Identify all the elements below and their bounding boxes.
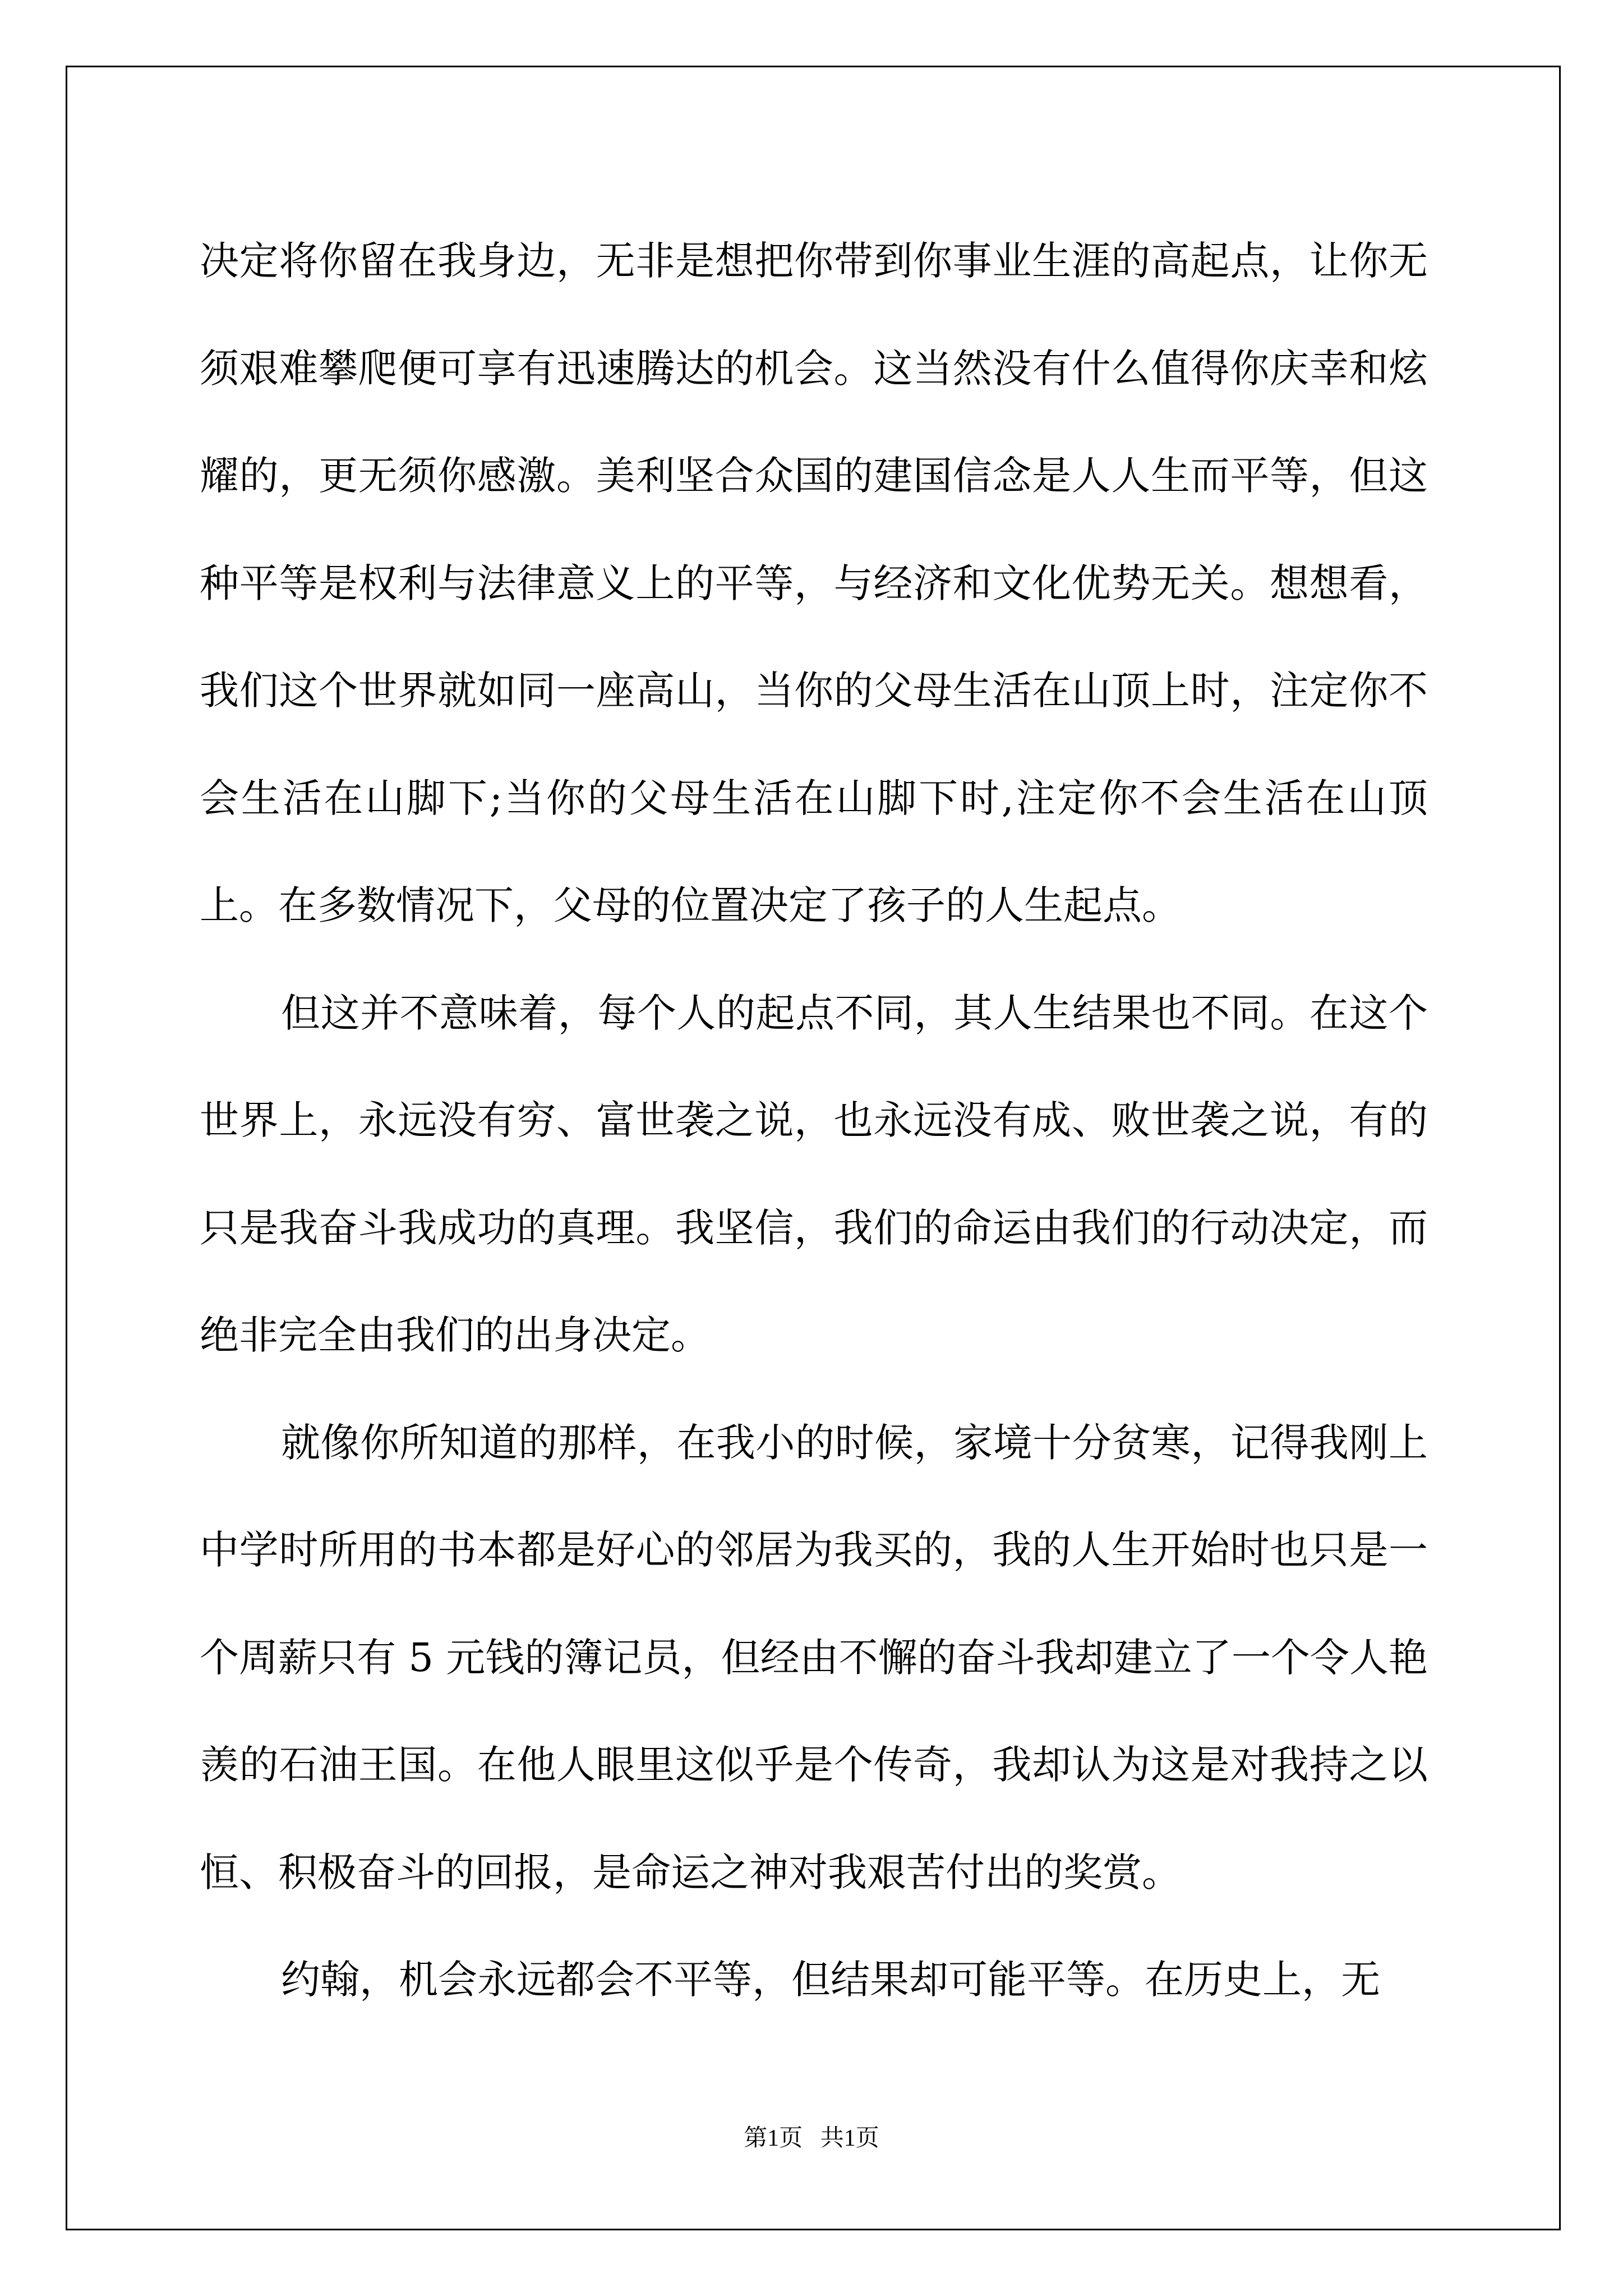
- paragraph-3: 就像你所知道的那样，在我小的时候，家境十分贫寒，记得我刚上中学时所用的书本都是好心的邻居为我买的，我的人生开始时也只是一个周薪只有 5 元钱的簿记员，但经由不懈的奋斗我却建立了一个令人艳羡的石油王国。在他人眼里这似乎是个传奇，我却认为这是对我持之以恒、积极奋斗的回报，是命运之神对我艰苦付出的奖赏。: [200, 1419, 1428, 1895]
- paragraph-1: 决定将你留在我身边，无非是想把你带到你事业生涯的高起点，让你无须艰难攀爬便可享有迅速腾达的机会。这当然没有什么值得你庆幸和炫耀的，更无须你感激。美利坚合众国的建国信念是人人生而平等，但这种平等是权利与法律意义上的平等，与经济和文化优势无关。想想看，我们这个世界就如同一座高山，当你的父母生活在山顶上时，注定你不会生活在山脚下;当你的父母生活在山脚下时,注定你不会生活在山顶上。在多数情况下，父母的位置决定了孩子的人生起点。: [200, 238, 1428, 928]
- page-number-footer: 第1页 共1页: [744, 2125, 879, 2151]
- document-body: [200, 208, 1428, 2034]
- paragraph-4: 约翰，机会永远都会不平等，但结果却可能平等。在历史上，无: [281, 1957, 1380, 2003]
- paragraph-2: 但这并不意味着，每个人的起点不同，其人生结果也不同。在这个世界上，永远没有穷、富世袭之说，也永远没有成、败世袭之说，有的只是我奋斗我成功的真理。我坚信，我们的命运由我们的行动决定，而绝非完全由我们的出身决定。: [200, 990, 1428, 1358]
